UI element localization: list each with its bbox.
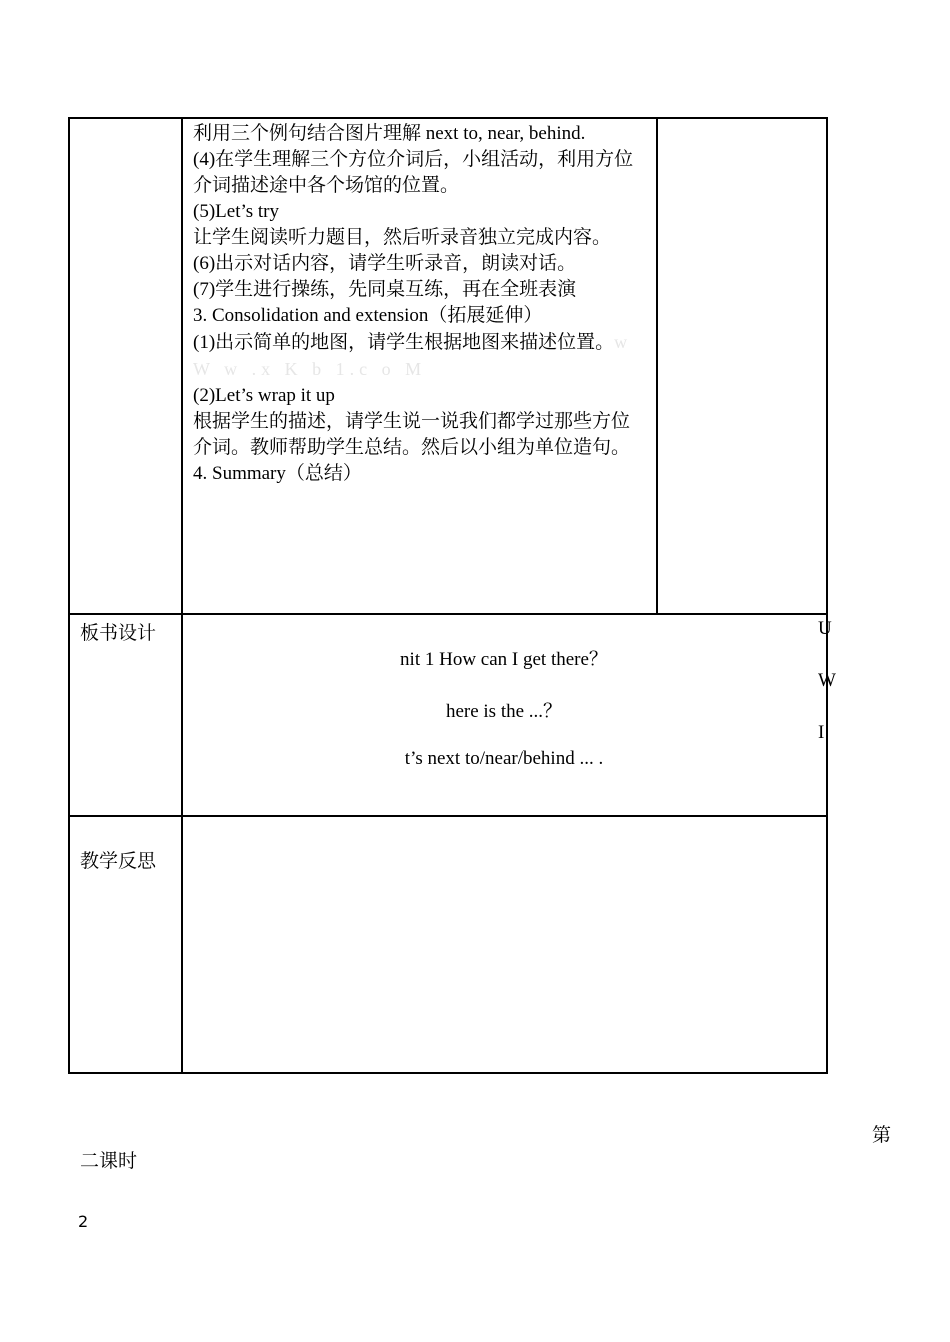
page-number: 2	[78, 1212, 89, 1231]
board-line: t’s next to/near/behind ... .	[404, 748, 604, 769]
board-side-letter: U	[818, 618, 832, 639]
table-border-col1	[181, 117, 183, 1074]
step-line: 根据学生的描述，请学生说一说我们都学过那些方位介词。教师帮助学生总结。然后以小组为单位造句。	[193, 411, 631, 458]
step-line: (6)出示对话内容，请学生听录音，朗读对话。	[193, 253, 577, 274]
table-row-divider-1	[68, 613, 828, 615]
step-line: 4. Summary（总结）	[193, 463, 362, 484]
board-line: here is the ...？	[445, 701, 563, 722]
table-border-col2	[656, 117, 658, 615]
table-row-divider-2	[68, 815, 828, 817]
step-line: 利用三个例句结合图片理解 next to, near, behind.	[193, 123, 586, 144]
teaching-steps	[193, 121, 645, 487]
board-design-label: 板书设计	[80, 623, 157, 644]
board-side-letter: W	[818, 670, 836, 691]
footer-left-text: 二课时	[80, 1151, 138, 1172]
step-line: 3. Consolidation and extension（拓展延伸）	[193, 305, 543, 326]
step-line: (4)在学生理解三个方位介词后，小组活动，利用方位介词描述途中各个场馆的位置。	[193, 149, 634, 196]
step-line	[193, 329, 645, 383]
step-line: (5)Let’s try	[193, 201, 280, 222]
step-line: 让学生阅读听力题目，然后听录音独立完成内容。	[193, 227, 612, 248]
table-border-bottom	[68, 1072, 828, 1074]
board-line: nit 1 How can I get there？	[400, 649, 608, 670]
board-side-letter: I	[818, 722, 825, 743]
step-text: (1)出示简单的地图，请学生根据地图来描述位置。	[193, 332, 615, 353]
reflection-label: 教学反思	[80, 851, 157, 872]
step-line: (2)Let’s wrap it up	[193, 385, 335, 406]
footer-right-text: 第	[872, 1125, 892, 1146]
step-line: (7)学生进行操练，先同桌互练，再在全班表演	[193, 279, 577, 300]
table-border-top	[68, 117, 828, 119]
table-border-left	[68, 117, 70, 1074]
watermark: w W w .x K b 1.c o M	[193, 332, 633, 379]
table-border-right	[826, 117, 828, 1074]
